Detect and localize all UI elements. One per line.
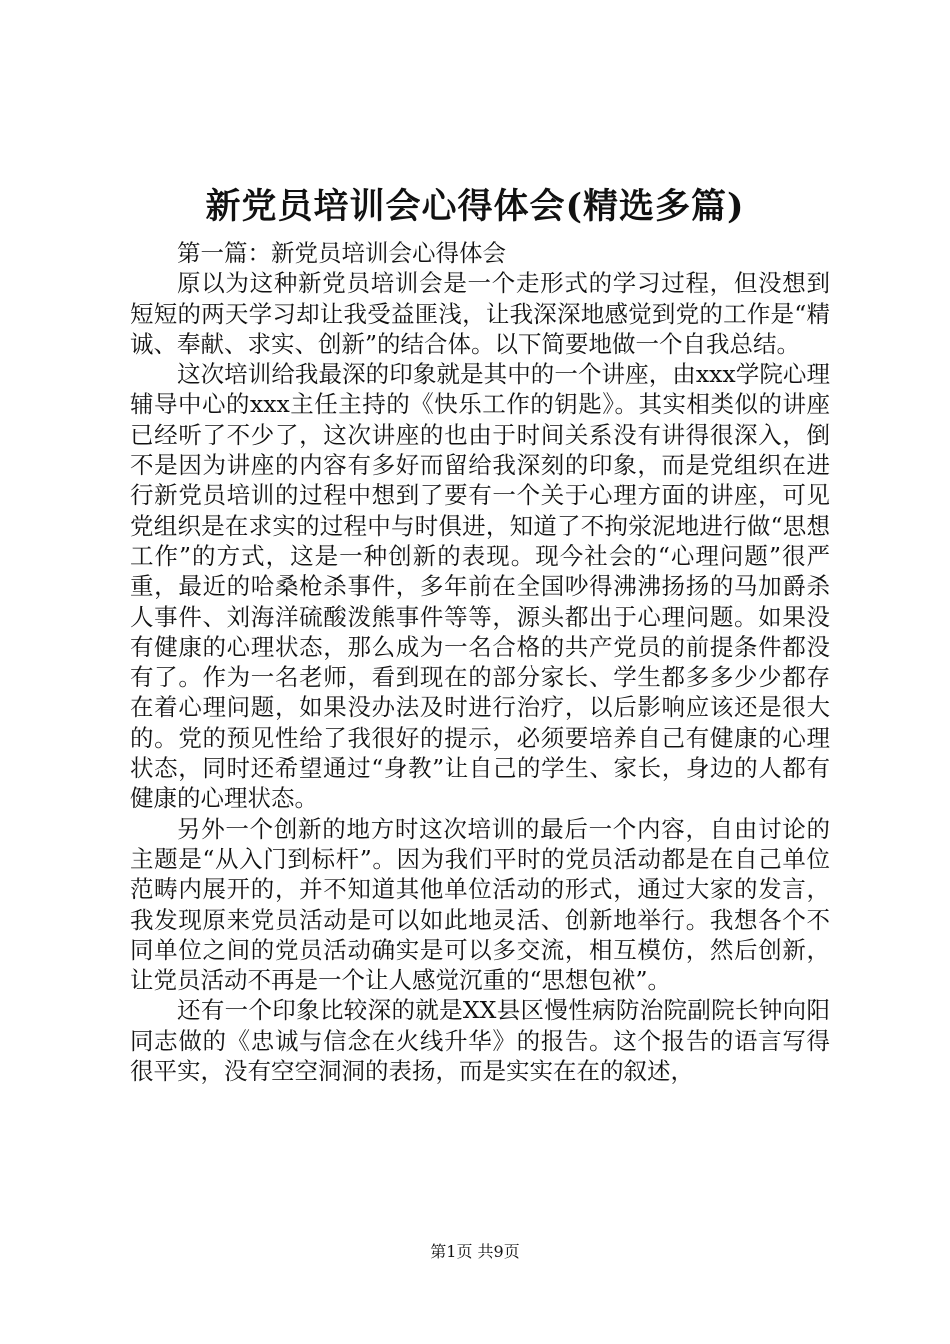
document-title: 新党员培训会心得体会(精选多篇)	[205, 186, 745, 227]
body-paragraph: 还有一个印象比较深的就是XX县区慢性病防治院副院长钟向阳同志做的《忠诚与信念在火线升华》的报告。这个报告的语言写得很平实，没有空空洞洞的表扬，而是实实在在的叙述，	[130, 996, 830, 1086]
body-paragraph: 这次培训给我最深的印象就是其中的一个讲座，由xxx学院心理辅导中心的xxx主任主持的《快乐工作的钥匙》。其实相类似的讲座已经听了不少了，这次讲座的也由于时间关系没有讲得很深入，倒不是因为讲座的内容有多好而留给我深刻的印象，而是党组织在进行新党员培训的过程中想到了要有一个关于心理方面的讲座，可见党组织是在求实的过程中与时俱进，知道了不拘泶泥地进行做“思想工作”的方式，这是一种创新的表现。现今社会的“心理问题”很严重，最近的哈桑枪杀事件，多年前在全国吵得沸沸扬扬的马加爵杀人事件、刘海洋硫酸泼熊事件等等，源头都出于心理问题。如果没有健康的心理状态，那么成为一名合格的共产党员的前提条件都没有了。作为一名老师，看到现在的部分家长、学生都多多少少都存在着心理问题，如果没办法及时进行治疗，以后影响应该还是很大的。党的预见性给了我很好的提示，必须要培养自己有健康的心理状态，同时还希望通过“身教”让自己的学生、家长，身边的人都有健康的心理状态。	[130, 360, 830, 813]
body-paragraph: 另外一个创新的地方时这次培训的最后一个内容，自由讨论的主题是“从入门到标杆”。因为我们平时的党员活动都是在自己单位范畴内展开的，并不知道其他单位活动的形式，通过大家的发言，我发现原来党员活动是可以如此地灵活、创新地举行。我想各个不同单位之间的党员活动确实是可以多交流，相互模仿，然后创新，让党员活动不再是一个让人感觉沉重的“思想包袱”。	[130, 814, 830, 995]
page-footer: 第1页 共9页	[430, 1242, 520, 1261]
body-paragraph: 原以为这种新党员培训会是一个走形式的学习过程，但没想到短短的两天学习却让我受益匪浅，让我深深地感觉到党的工作是“精诚、奉献、求实、创新”的结合体。以下简要地做一个自我总结。	[130, 269, 830, 358]
document-body	[130, 238, 830, 1086]
section-heading: 第一篇：新党员培训会心得体会	[177, 239, 506, 267]
